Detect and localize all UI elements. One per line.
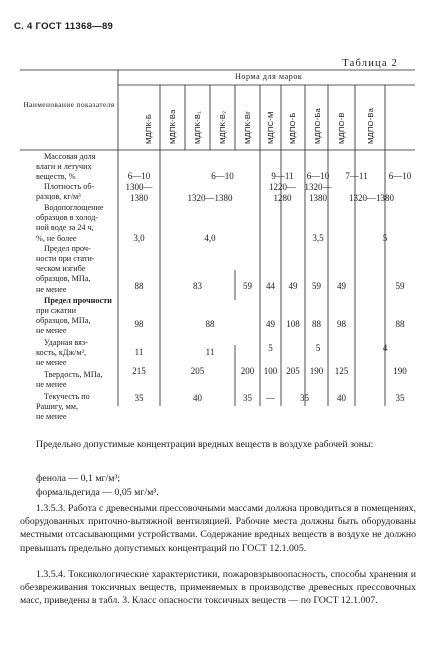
stub-header: Наименование показателя: [23, 100, 115, 109]
row-name: разцов, кг/м³: [36, 192, 81, 201]
table-cell: 88: [312, 319, 321, 329]
row-name: образцов, МПа,: [36, 274, 91, 283]
table-cell: 98: [134, 319, 144, 329]
table-cell: 190: [309, 366, 324, 376]
row-name: Твердость, МПа,: [44, 370, 103, 379]
table-cell: 88: [205, 319, 215, 329]
table-cell: 7—11: [345, 171, 368, 181]
column-header: МДПК-Б: [144, 113, 153, 144]
table-cell: 88: [134, 281, 144, 291]
row-name: Массовая доля: [44, 152, 96, 161]
table-cell: 5: [315, 343, 321, 353]
row-name: Плотность об-: [44, 182, 95, 191]
table-label: Таблица 2: [342, 58, 398, 69]
paragraph-pdk: Предельно допустимые концентрации вредных веществ в воздухе рабочей зоны:: [36, 439, 374, 450]
table-cell: 205: [190, 366, 205, 376]
table-cell: 3,0: [133, 233, 145, 243]
table-cell: 1300—: [125, 182, 153, 192]
table-cell: 1320—1380: [349, 193, 394, 203]
page-header: С. 4 ГОСТ 11368—89: [14, 21, 114, 32]
table-cell: 4,0: [204, 233, 216, 243]
table-cell: 100: [263, 366, 278, 376]
table-cell: 11: [205, 347, 215, 357]
row-name: Текучесть по: [44, 392, 90, 401]
table-cell: 98: [337, 319, 346, 329]
column-header: МДПС-М: [266, 111, 275, 144]
list-item-formaldehyde: формальдегида — 0,05 мг/м³.: [36, 487, 159, 498]
table-cell: 88: [395, 319, 405, 329]
table-cell: 59: [395, 281, 405, 291]
table-cell: 3,5: [312, 233, 324, 243]
table-cell: 40: [193, 393, 202, 403]
paragraph-1-3-5-3: 1.3.5.3. Работа с древесными прессовочными массами должна проводиться в помещениях, оборудованных приточно-вытяжной вентиляцией. Рабочие места должны быть оборудованы местными отсасывающими устройствами. Содержание вредных веществ в воздухе не должно превышать предельно допустимых концентраций по ГОСТ 12.1.005.: [20, 503, 416, 554]
table-cell: 6—10: [306, 171, 330, 181]
row-name: ной воде за 24 ч,: [36, 223, 94, 232]
row-name: не менее: [36, 326, 67, 335]
table-cell: 1320—1380: [187, 193, 233, 203]
list-item-phenol: фенола — 0,1 мг/м³;: [36, 473, 121, 484]
column-header: МДПК-Ва: [168, 109, 177, 144]
row-name: Ударная вяз-: [44, 338, 88, 347]
table-cell: 1380: [309, 193, 327, 203]
column-header: МДПО-В: [337, 112, 346, 144]
row-name: веществ, %: [36, 172, 76, 181]
row-name: Рашигу, мм,: [36, 402, 79, 411]
table-cell: 59: [243, 281, 252, 291]
table-cell: 6—10: [388, 171, 412, 181]
row-name: влаги и летучих: [36, 162, 92, 171]
table-cell: 35: [243, 393, 252, 403]
row-name: ческом изгибе: [36, 264, 86, 273]
table-cell: 44: [266, 281, 275, 291]
table-cell: 4: [382, 343, 388, 353]
row-name: %, не более: [36, 234, 77, 243]
table-cell: 35: [395, 393, 405, 403]
table-cell: 190: [393, 366, 407, 376]
table-cell: 1280: [273, 193, 292, 203]
row-name: образцов в холод-: [36, 213, 99, 222]
row-name: Предел прочности: [44, 296, 112, 305]
table-cell: 200: [240, 366, 255, 376]
column-header: МДПК-В₂: [218, 110, 227, 144]
table-cell: —: [266, 393, 275, 403]
table-cell: 49: [337, 281, 346, 291]
table-cell: 11: [134, 347, 144, 357]
table-cell: 49: [288, 281, 298, 291]
row-name: при сжатии: [36, 306, 76, 315]
table-cell: 6—10: [211, 171, 234, 181]
column-header: МДПО-Ба: [313, 108, 322, 144]
table-cell: 1380: [130, 193, 148, 203]
table-cell: 1220—: [269, 182, 296, 192]
table-cell: 205: [286, 366, 300, 376]
row-name: не менее: [36, 358, 67, 367]
table-cell: 35: [134, 393, 144, 403]
row-name: кость, кДж/м²,: [36, 348, 87, 357]
row-name: не менее: [36, 412, 67, 421]
table-cell: 125: [334, 366, 349, 376]
row-name: образцов, МПа,: [36, 316, 91, 325]
table-cell: 49: [266, 319, 275, 329]
row-name: ности при стати-: [36, 254, 95, 263]
column-header: МДПК-Вг: [243, 110, 252, 144]
table-cell: 215: [132, 366, 146, 376]
row-name: Предел проч-: [44, 244, 91, 253]
table-cell: 6—10: [127, 171, 151, 181]
table-cell: 5: [382, 233, 388, 243]
table-cell: 108: [286, 319, 300, 329]
table-cell: 1320—: [304, 182, 332, 192]
norm-header: Норма для марок: [235, 72, 303, 81]
paragraph-1-3-5-4: 1.3.5.4. Токсикологические характеристики, пожаровзрывоопасность, способы хранения и обезвреживания токсичных веществ, применяемых в производстве древесных прессовочных масс, приведены в табл. 3. Класс опасности токсичных веществ — по ГОСТ 12.1.007.: [20, 569, 416, 607]
table-cell: 83: [193, 281, 202, 291]
table-cell: 40: [337, 393, 346, 403]
table-cell: 35: [300, 393, 309, 403]
row-name: не менее: [36, 285, 67, 294]
row-name: Водопоглощение: [44, 203, 104, 212]
table-cell: 5: [268, 343, 273, 353]
row-name: не менее: [36, 380, 67, 389]
table-cell: 59: [312, 281, 321, 291]
column-header: МДПО-Ва: [366, 107, 375, 144]
column-header: МДПО-Б: [288, 112, 297, 144]
column-header: МДПК-В₁: [193, 111, 202, 144]
table-cell: 9—11: [271, 171, 294, 181]
